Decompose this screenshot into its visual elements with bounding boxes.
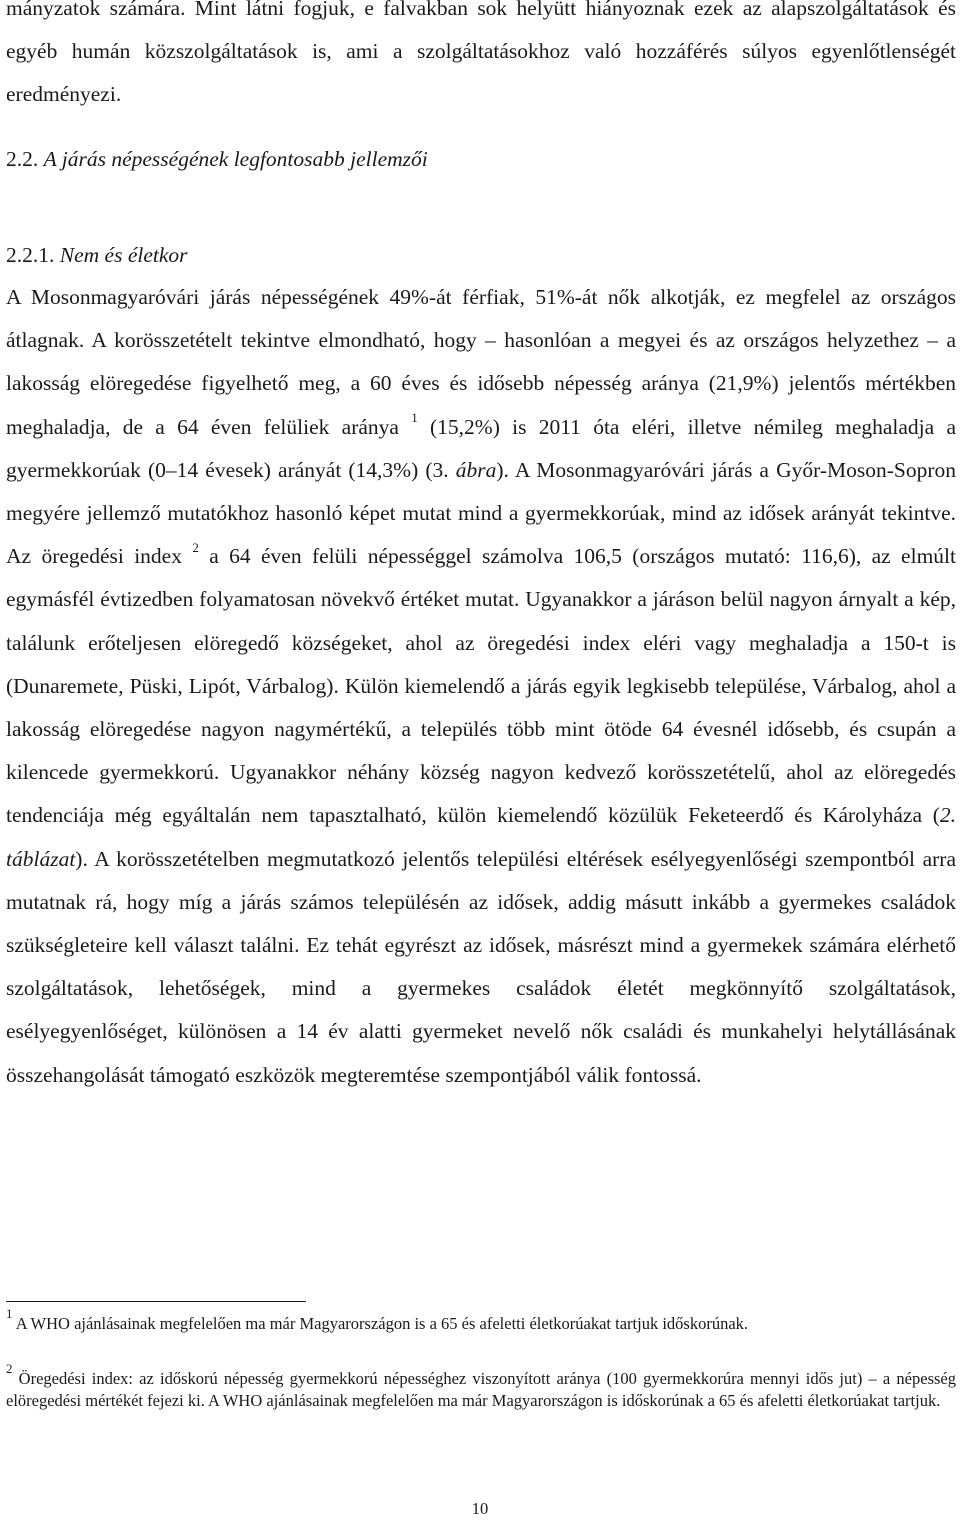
intro-paragraph — [6, 0, 956, 116]
footnote-ref-2[interactable]: 2 — [192, 540, 199, 556]
body-sentence-1: A Mosonmagyaróvári járás népességének 49%-át férfiak, 51%-át nők alkotják, ez megfelel az országos átlagnak. A korösszetételt tekintve elmondható, hogy – hasonlóan a megyei és az országos helyzethez – a lakosság elöregedése figyelhető meg, a 60 éves és idősebb népesség aránya (21,9%) jelentős mértékben meghaladja, de a 64 éven felüliek aránya — [6, 285, 956, 439]
footnote-ref-1[interactable]: 1 — [411, 410, 418, 426]
body-sentence-3: ). A Mosonmagyaróvári járás a Győr-Moson-Sopron megyére jellemző mutatókhoz hasonló képet mutat mind a gyermekkorúak, mind az idősek arányát tekintve. Az öregedési index — [6, 457, 957, 569]
subsection-title: Nem és életkor — [59, 243, 188, 267]
section-title: A járás népességének legfontosabb jellemzői — [43, 147, 428, 171]
section-number: 2.2. — [6, 147, 39, 171]
page-number: 10 — [471, 1499, 489, 1518]
footnote-text: A WHO ajánlásainak megfelelően ma már Magyarországon is a 65 és afeletti életkorúakat tartjuk időskorúnak. — [12, 1314, 749, 1333]
section-heading — [6, 144, 428, 174]
footnote-mark: 2 — [6, 1360, 13, 1376]
intro-text: mányzatok számára. Mint látni fogjuk, e falvakban sok helyütt hiányoznak ezek az alapszolgáltatások és egyéb humán közszolgáltatások is, ami a szolgáltatásokhoz való hozzáférés súlyos egyenlőtlenségét eredményezi. — [6, 0, 956, 106]
footnote-mark: 1 — [6, 1305, 13, 1321]
body-sentence-2: (15,2%) is 2011 óta eléri, illetve némileg meghaladja a gyermekkorúak (0–14 évesek) arányát (14,3%) (3. — [6, 414, 956, 482]
main-paragraph — [6, 276, 956, 1097]
body-sentence-4: a 64 éven felüli népességgel számolva 106,5 (országos mutató: 116,6), az elmúlt egymásfél évtizedben folyamatosan növekvő értéket mutat. Ugyanakkor a járáson belül nagyon árnyalt a kép, találunk erőteljesen elöregedő községeket, ahol az öregedési index eléri vagy meghaladja a 150-t is (Dunaremete, Püski, Lipót, Várbalog). Külön kiemelendő a járás egyik legkisebb települése, Várbalog, ahol a lakosság elöregedése nagyon nagymértékű, a település több mint ötöde 64 évesnél idősebb, és csupán a kilencede gyermekkorú. Ugyanakkor néhány község nagyon kedvező korösszetételű, ahol az elöregedés tendenciája még egyáltalán nem tapasztalható, külön kiemelendő közülük Feketeerdő és Károlyháza ( — [6, 544, 956, 828]
figure-reference: ábra — [455, 457, 497, 482]
subsection-heading — [6, 240, 188, 270]
footnote-separator — [6, 1301, 306, 1302]
footnote-2 — [6, 1360, 956, 1412]
subsection-number: 2.2.1. — [6, 243, 55, 267]
footnote-1 — [6, 1305, 956, 1335]
body-sentence-5: ). A korösszetételben megmutatkozó jelentős települési eltérések esélyegyenlőségi szempontból arra mutatnak rá, hogy míg a járás számos településén az idősek, addig másutt inkább a gyermekes családok szükségleteire kell választ találni. Ez tehát egyrészt az idősek, másrészt mind a gyermekek számára elérhető szolgáltatások, lehetőségek, mind a gyermekes családok életét megkönnyítő szolgáltatások, esélyegyenlőséget, különösen a 14 év alatti gyermeket nevelő nők családi és munkahelyi helytállásának összehangolását támogató eszközök megteremtése szempontjából válik fontossá. — [6, 846, 956, 1087]
table-reference: 2. táblázat — [6, 803, 956, 871]
footnote-text: Öregedési index: az időskorú népesség gyermekkorú népességhez viszonyított aránya (100 gyermekkorúra mennyi idős jut) – a népesség elöregedési mértékét fejezi ki. A WHO ajánlásainak megfelelően ma már Magyarországon is időskorúnak a 65 és afeletti életkorúakat tartjuk. — [6, 1369, 956, 1410]
